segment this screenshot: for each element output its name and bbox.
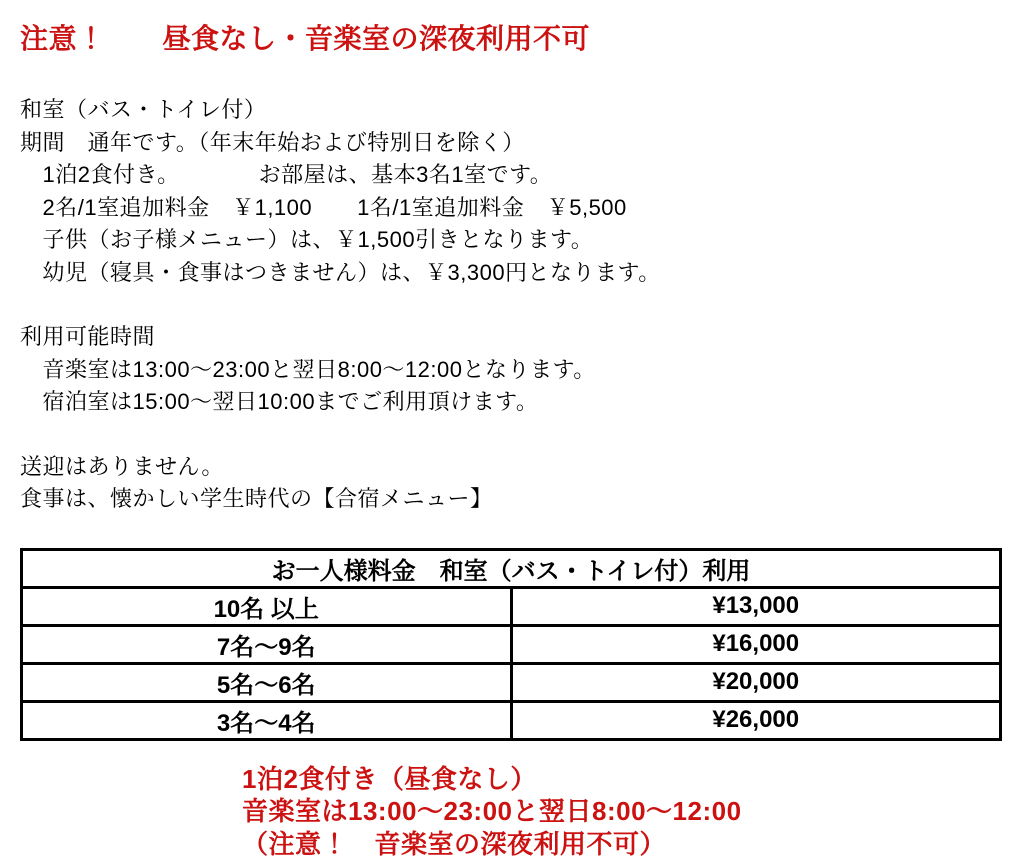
price-table-header-row	[22, 549, 1001, 587]
group-size-cell: 5名～6名	[22, 663, 512, 701]
meal-menu-line: 食事は、懐かしい学生時代の【合宿メニュー】	[20, 483, 1002, 516]
hours-title-line: 利用可能時間	[20, 321, 1002, 354]
price-table	[20, 548, 1002, 741]
footer-meals-line: 1泊2食付き（昼食なし）	[242, 763, 1002, 796]
group-size-cell: 7名～9名	[22, 625, 512, 663]
guest-room-hours-line: 宿泊室は15:00～翌日10:00までご利用頂けます。	[20, 386, 1002, 419]
footer-music-hours-line: 音楽室は13:00～23:00と翌日8:00～12:00	[242, 795, 1002, 828]
price-table-title: お一人様料金 和室（バス・トイレ付）利用	[22, 549, 1001, 587]
child-discount-line: 子供（お子様メニュー）は、￥1,500引きとなります。	[20, 224, 1002, 257]
warning-heading: 注意！ 昼食なし・音楽室の深夜利用不可	[20, 22, 1002, 56]
extra-charge-line: 2名/1室追加料金 ￥1,100 1名/1室追加料金 ￥5,500	[20, 192, 1002, 225]
price-cell: ¥13,000	[511, 587, 1001, 625]
no-shuttle-line: 送迎はありません。	[20, 451, 1002, 484]
price-cell: ¥20,000	[511, 663, 1001, 701]
room-type-line: 和室（バス・トイレ付）	[20, 94, 1002, 127]
price-cell: ¥16,000	[511, 625, 1001, 663]
meals-rooms-line: 1泊2食付き。 お部屋は、基本3名1室です。	[20, 159, 1002, 192]
room-info-block	[20, 94, 1002, 289]
footer-caution-line: （注意！ 音楽室の深夜利用不可）	[242, 828, 1002, 860]
table-row	[22, 625, 1001, 663]
period-line: 期間 通年です。（年末年始および特別日を除く）	[20, 127, 1002, 160]
available-hours-block	[20, 321, 1002, 419]
notes-block	[20, 451, 1002, 516]
table-row	[22, 587, 1001, 625]
footer-warning-block	[242, 763, 1002, 860]
group-size-cell: 10名 以上	[22, 587, 512, 625]
music-room-hours-line: 音楽室は13:00～23:00と翌日8:00～12:00となります。	[20, 354, 1002, 387]
table-row	[22, 701, 1001, 739]
group-size-cell: 3名～4名	[22, 701, 512, 739]
price-cell: ¥26,000	[511, 701, 1001, 739]
table-row	[22, 663, 1001, 701]
infant-charge-line: 幼児（寝具・食事はつきません）は、￥3,300円となります。	[20, 257, 1002, 290]
